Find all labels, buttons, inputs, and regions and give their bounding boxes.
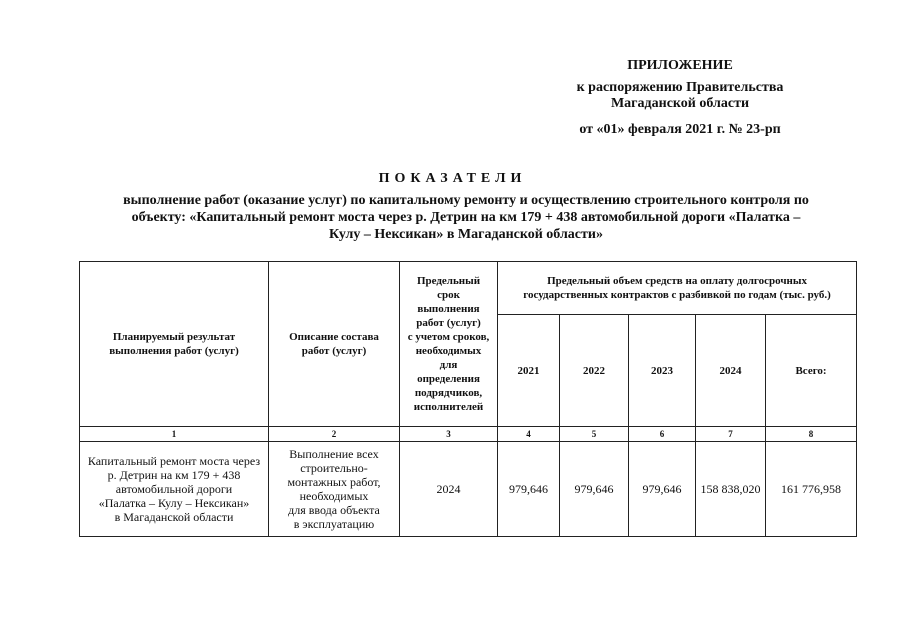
header-work-description: Описание состава работ (услуг) <box>269 262 400 427</box>
col-number: 8 <box>766 427 857 442</box>
cell-value-2023: 979,646 <box>629 442 696 537</box>
subtitle-line-3: Кулу – Нексикан» в Магаданской области» <box>329 227 603 242</box>
indicators-table <box>79 261 857 537</box>
col-number: 3 <box>400 427 498 442</box>
header-funding-group: Предельный объем средств на оплату долгосрочных государственных контрактов с разбивкой по годам (тыс. руб.) <box>498 262 857 315</box>
col-number: 1 <box>80 427 269 442</box>
header-year-2021: 2021 <box>498 315 560 427</box>
cell-description: Выполнение всех строительно- монтажных работ, необходимых для ввода объекта в эксплуатацию <box>269 442 400 537</box>
appendix-line-1: к распоряжению Правительства <box>576 80 784 95</box>
header-year-2022: 2022 <box>560 315 629 427</box>
appendix-line-2: Магаданской области <box>610 96 750 111</box>
appendix-title: ПРИЛОЖЕНИЕ <box>627 58 733 73</box>
cell-value-2024: 158 838,020 <box>696 442 766 537</box>
document-subtitle <box>86 192 846 243</box>
subtitle-line-1: выполнение работ (оказание услуг) по капитальному ремонту и осуществлению строительного контроля по <box>123 193 809 208</box>
cell-result: Капитальный ремонт моста через р. Детрин на км 179 + 438 автомобильной дороги «Палатка – Кулу – Нексикан» в Магаданской области <box>80 442 269 537</box>
subtitle-line-2: объекту: «Капитальный ремонт моста через р. Детрин на км 179 + 438 автомобильной дороги «Палатка – <box>131 210 801 225</box>
col-number: 7 <box>696 427 766 442</box>
document-heading: ПОКАЗАТЕЛИ <box>378 171 527 186</box>
cell-value-2022: 979,646 <box>560 442 629 537</box>
cell-term: 2024 <box>400 442 498 537</box>
col-number: 4 <box>498 427 560 442</box>
col-number: 6 <box>629 427 696 442</box>
header-year-2023: 2023 <box>629 315 696 427</box>
header-planned-result: Планируемый результат выполнения работ (услуг) <box>80 262 269 427</box>
cell-value-2021: 979,646 <box>498 442 560 537</box>
table-row <box>80 442 857 537</box>
col-number: 5 <box>560 427 629 442</box>
appendix-block <box>520 58 840 138</box>
header-year-2024: 2024 <box>696 315 766 427</box>
header-total: Всего: <box>766 315 857 427</box>
header-deadline: Предельный срок выполнения работ (услуг) с учетом сроков, необходимых для определения подрядчиков, исполнителей <box>400 262 498 427</box>
cell-value-total: 161 776,958 <box>766 442 857 537</box>
appendix-date: от «01» февраля 2021 г. № 23-рп <box>579 122 781 137</box>
col-number: 2 <box>269 427 400 442</box>
